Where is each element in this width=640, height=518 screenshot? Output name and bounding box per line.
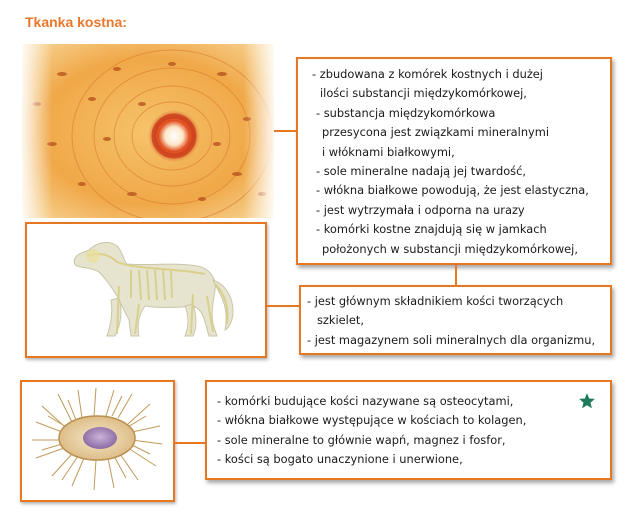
list-item: - zbudowana z komórek kostnych i dużej ilości substancji międzykomórkowej, [312,67,543,101]
osteocyte-image-box [20,380,175,502]
list-item: - sole mineralne to głównie wapń, magnez i fosfor, [217,432,506,447]
list-item: - jest głównym składnikiem kości tworzących szkielet, [307,294,564,328]
connector-line [274,130,296,132]
connector-line [455,265,457,285]
list-item: - komórki kostne znajdują się w jamkach położonych w substancji międzykomórkowej, [316,222,578,256]
star-icon[interactable] [578,392,596,410]
list-item: - substancja międzykomórkowa przesycona jest związkami mineralnymi i włóknami białkowymi, [316,105,550,159]
list-item: - włókna białkowe występujące w kościach to kolagen, [217,413,527,428]
list-item: - jest wytrzymała i odporna na urazy [316,202,525,217]
tissue-description-box [296,57,612,265]
list-item: - sole mineralne nadają jej twardość, [316,164,526,179]
dog-image-box [25,222,267,358]
page-title: Tkanka kostna: [25,14,127,30]
list-item: - jest magazynem soli mineralnych dla organizmu, [307,332,596,347]
list-item: - włókna białkowe powodują, że jest elastyczna, [316,183,589,198]
bone-facts-box [205,380,612,480]
osteocyte-image [22,382,173,500]
connector-line [175,442,205,444]
connector-line [267,305,299,307]
dog-skeleton-image [27,224,265,356]
list-item: - kości są bogato unaczynione i unerwione, [217,452,463,467]
bone-tissue-image [22,44,274,218]
list-item: - komórki budujące kości nazywane są osteocytami, [217,394,514,408]
skeleton-function-box [299,285,612,355]
